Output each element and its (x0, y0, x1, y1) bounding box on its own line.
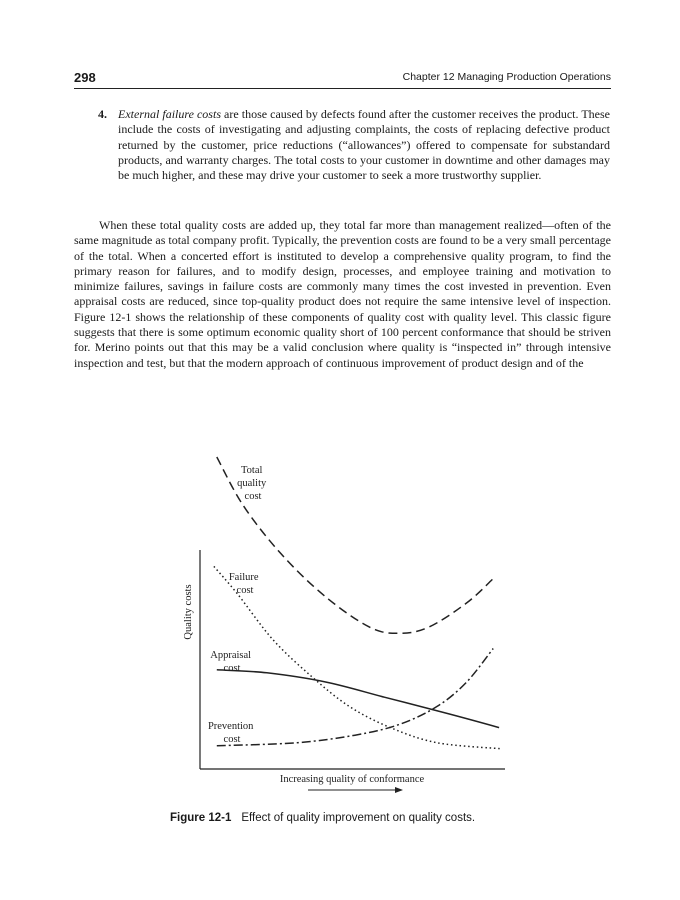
quality-cost-chart (170, 450, 520, 800)
label-prevention-cost (208, 721, 256, 745)
list-body (118, 107, 610, 183)
label-line: Prevention (207, 721, 254, 732)
list-item-external-failure (98, 107, 610, 183)
list-text: are those caused by defects found after the customer receives the product. These include the costs of investigating and adjusting complaints, the costs of replacing defective product returned by the customer, price reductions (“allowances”) offered to compensate for substandard products, and warranty charges. The total costs to your customer in downtime and other damages may be much higher, and these may drive your customer to seek a more trustworthy supplier. (118, 107, 610, 183)
x-axis-label: Increasing quality of conformance (279, 774, 425, 785)
list-term: External failure costs (118, 107, 221, 121)
label-line: Appraisal (210, 650, 252, 661)
list-number: 4. (98, 107, 107, 121)
label-line: Failure (228, 572, 259, 583)
label-line: quality (237, 478, 267, 489)
series-failure-cost (214, 566, 502, 748)
caption-label: Figure 12-1 (170, 812, 232, 824)
series-appraisal-cost (217, 670, 499, 728)
label-total-quality-cost (237, 465, 269, 502)
label-line: cost (223, 663, 241, 674)
figure-caption (170, 812, 590, 824)
figure-12-1 (170, 450, 520, 800)
page-header (74, 70, 611, 89)
body-paragraph: When these total quality costs are added up, they total far more than management realized—often of the same magnitude as total company profit. Typically, the prevention costs are found to be a very small percentage of the total. When a concerted effort is instituted to develop a comprehensive quality program, to find the primary reason for failures, and to modify design, processes, and employee training and motivation to minimize failures, savings in failure costs are commonly many times the cost invested in prevention. Even appraisal costs are reduced, since top-quality product does not require the same intensive level of inspection. Figure 12-1 shows the relationship of these components of quality cost with quality level. This classic figure suggests that there is some optimum economic quality short of 100 percent conformance that should be striven for. Merino points out that this may be a valid conclusion where quality is “inspected in” through intensive inspection and test, but that the modern approach of continuous improvement of product design and of the (74, 218, 611, 370)
page-number: 298 (74, 70, 96, 85)
label-line: Total (240, 465, 263, 476)
label-line: cost (223, 734, 241, 745)
caption-text: Effect of quality improvement on quality costs. (241, 812, 476, 824)
y-axis-label: Quality costs (183, 584, 194, 640)
label-line: cost (244, 491, 262, 502)
series-prevention-cost (217, 649, 493, 746)
label-failure-cost (229, 572, 261, 596)
label-line: cost (236, 585, 254, 596)
running-head: Chapter 12 Managing Production Operations (402, 71, 611, 83)
